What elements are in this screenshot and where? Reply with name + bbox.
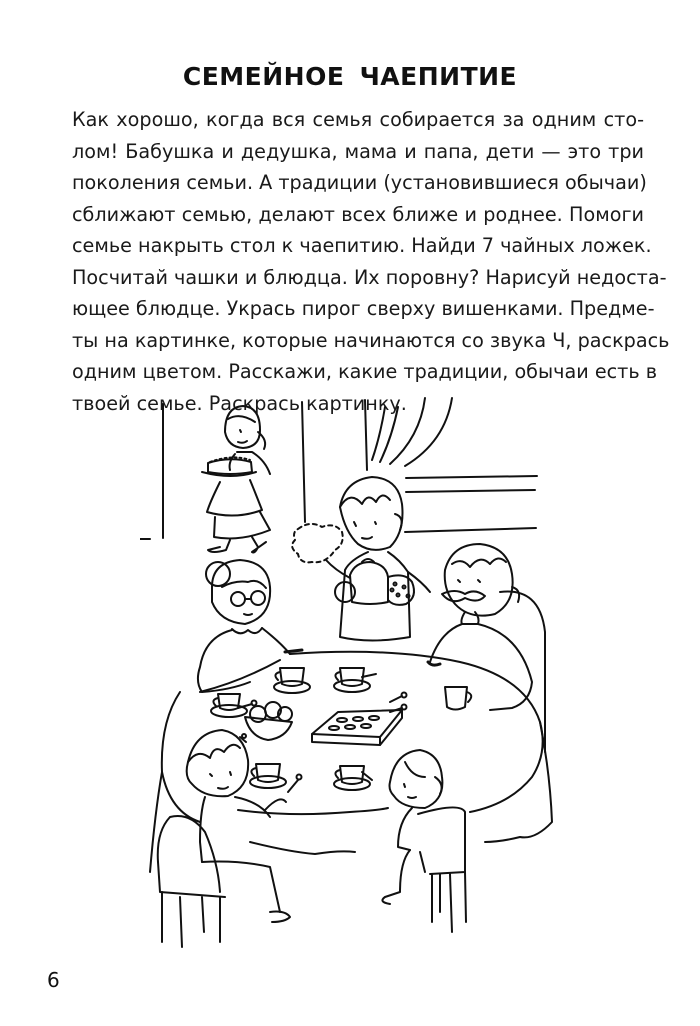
grandfather-with-mustache	[428, 544, 545, 752]
task-text-line: семье накрыть стол к чаепитию. Найди 7 чайных ложек.	[72, 234, 652, 257]
tea-party-illustration	[140, 392, 610, 957]
round-table	[150, 652, 552, 872]
task-text-line: лом! Бабушка и дедушка, мама и папа, дети — это три	[72, 139, 644, 163]
teaspoons	[238, 674, 407, 792]
task-text-line: ты на картинке, которые начинаются со звука Ч, раскрась	[72, 328, 670, 352]
page-title: СЕМЕЙНОЕ ЧАЕПИТИЕ	[182, 62, 518, 91]
task-text-line: сближают семью, делают всех ближе и роднее. Помоги	[72, 202, 644, 226]
bowl-of-cookies	[245, 702, 292, 740]
task-text-line: поколения семьи. А традиции (установившиеся обычаи)	[72, 171, 647, 194]
task-text-line: Как хорошо, когда вся семья собирается за одним сто-	[72, 108, 644, 131]
task-text-line: ющее блюдце. Укрась пирог сверху вишенками. Предме-	[72, 297, 655, 320]
task-text-line: Посчитай чашки и блюдца. Их поровну? Нарисуй недоста-	[72, 265, 667, 289]
task-text	[72, 104, 670, 419]
boy-with-teapot	[326, 477, 430, 641]
task-text-line: одним цветом. Расскажи, какие традиции, обычаи есть в	[72, 360, 658, 383]
grandmother-with-glasses	[198, 560, 302, 692]
task-text-line: твоей семье. Раскрась картинку.	[72, 391, 407, 415]
page-number: 6	[47, 968, 60, 992]
girl-carrying-pie	[202, 406, 270, 552]
dashed-missing-saucer	[292, 524, 343, 562]
window-with-curtains	[372, 398, 537, 532]
boy-on-chair-left	[158, 730, 290, 947]
girl-on-chair-right	[382, 750, 466, 932]
tray-of-pastries	[312, 705, 407, 746]
